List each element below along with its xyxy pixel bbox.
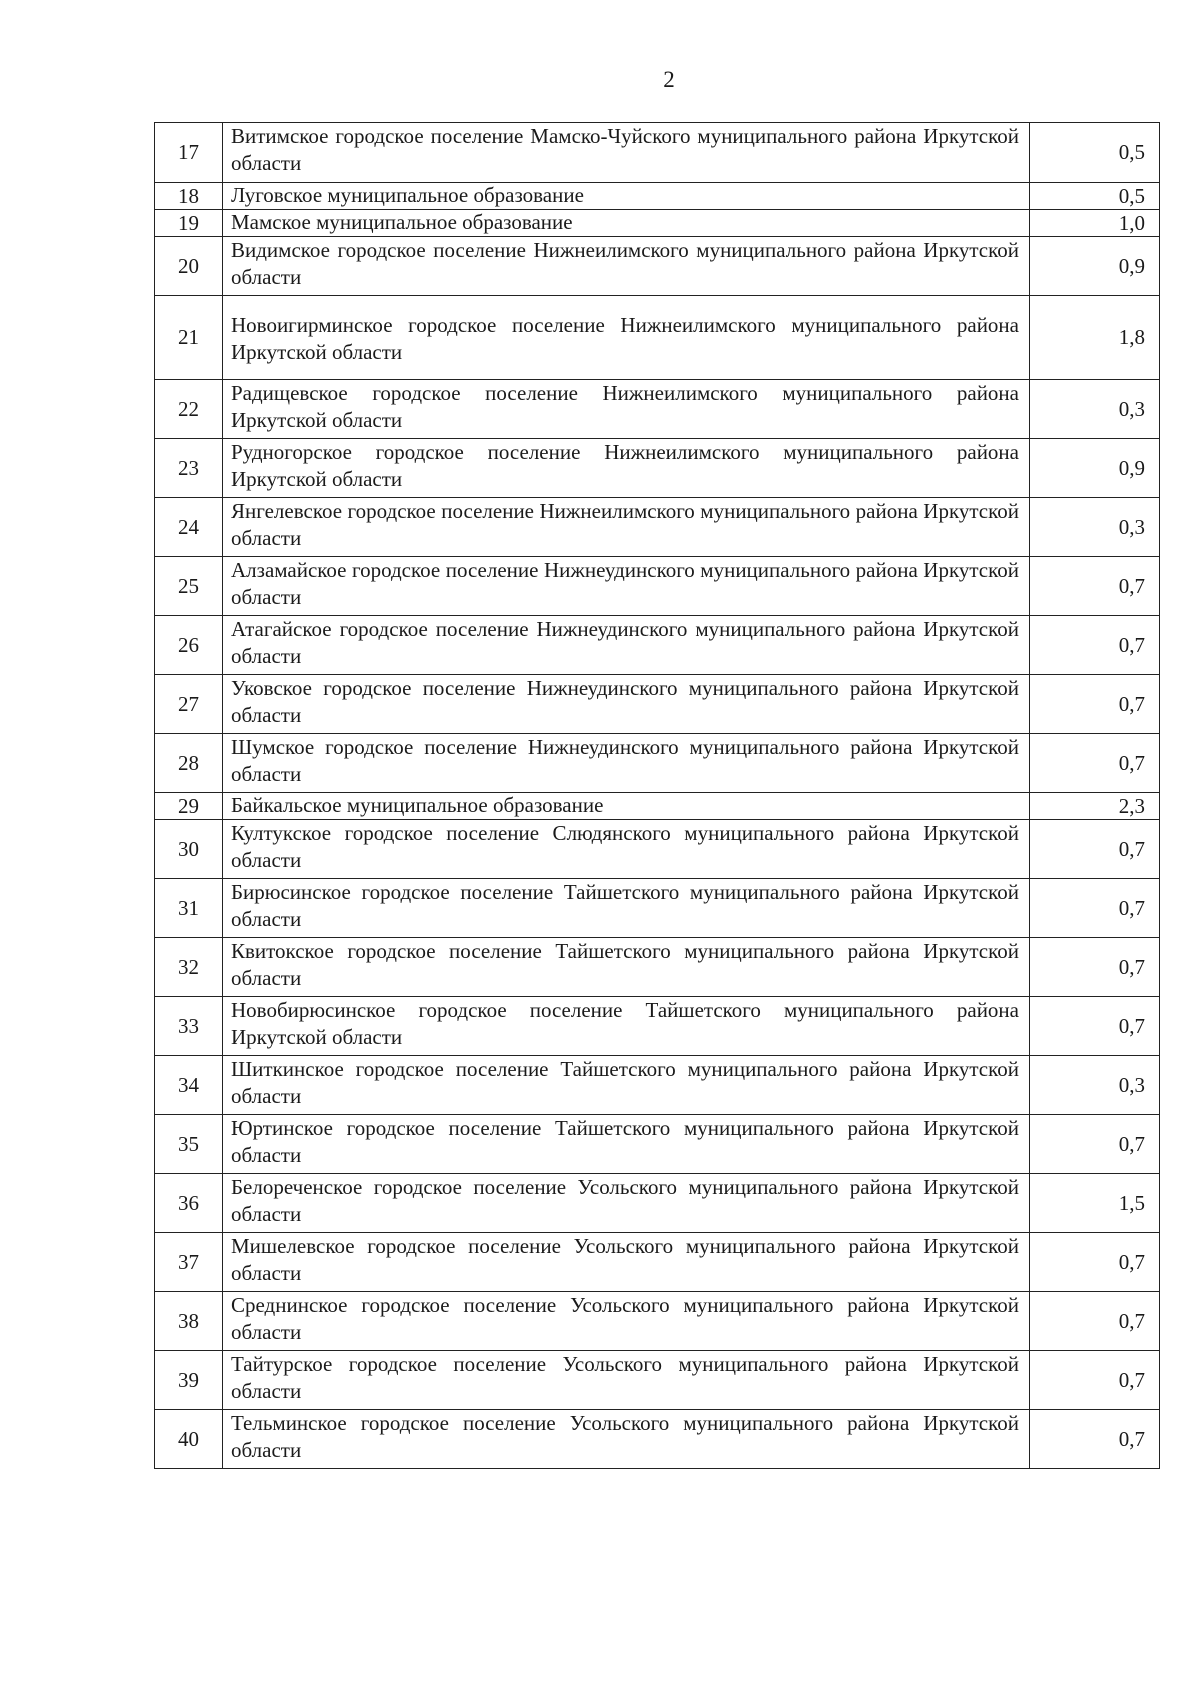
row-value: 2,3 (1030, 793, 1160, 820)
table-row (155, 439, 1160, 498)
row-number: 17 (155, 123, 223, 183)
row-value: 0,7 (1030, 675, 1160, 734)
municipality-name-cell (223, 734, 1030, 793)
table-row (155, 879, 1160, 938)
table-row (155, 557, 1160, 616)
table-row (155, 1056, 1160, 1115)
municipality-name-cell (223, 997, 1030, 1056)
municipality-name: Алзамайское городское поселение Нижнеудинского муниципального района Иркутской области (231, 558, 1019, 609)
row-value: 0,9 (1030, 439, 1160, 498)
municipality-name-cell (223, 123, 1030, 183)
municipality-name: Култукское городское поселение Слюдянского муниципального района Иркутской области (231, 821, 1019, 872)
row-number: 31 (155, 879, 223, 938)
municipality-name: Новоигирминское городское поселение Нижнеилимского муниципального района Иркутской области (231, 313, 1019, 364)
row-number: 26 (155, 616, 223, 675)
row-number: 23 (155, 439, 223, 498)
row-value: 0,7 (1030, 557, 1160, 616)
municipality-name-cell (223, 616, 1030, 675)
municipality-name-cell (223, 1410, 1030, 1469)
row-value: 0,7 (1030, 820, 1160, 879)
table-row (155, 734, 1160, 793)
row-number: 34 (155, 1056, 223, 1115)
row-number: 40 (155, 1410, 223, 1469)
table-row (155, 498, 1160, 557)
municipality-name: Тельминское городское поселение Усольского муниципального района Иркутской области (231, 1411, 1019, 1462)
row-value: 1,5 (1030, 1174, 1160, 1233)
table-row (155, 1292, 1160, 1351)
municipality-name: Шумское городское поселение Нижнеудинского муниципального района Иркутской области (231, 735, 1019, 786)
municipality-name-cell (223, 210, 1030, 237)
table-row (155, 1410, 1160, 1469)
row-value: 0,5 (1030, 123, 1160, 183)
table-row (155, 616, 1160, 675)
municipality-name: Бирюсинское городское поселение Тайшетского муниципального района Иркутской области (231, 880, 1019, 931)
municipality-name-cell (223, 820, 1030, 879)
row-number: 38 (155, 1292, 223, 1351)
row-value: 0,7 (1030, 1351, 1160, 1410)
municipality-name-cell (223, 1351, 1030, 1410)
row-number: 35 (155, 1115, 223, 1174)
row-number: 37 (155, 1233, 223, 1292)
row-number: 21 (155, 296, 223, 380)
municipality-name-cell (223, 793, 1030, 820)
municipality-name-cell (223, 1056, 1030, 1115)
row-number: 33 (155, 997, 223, 1056)
row-number: 20 (155, 237, 223, 296)
table-row (155, 820, 1160, 879)
table-row (155, 938, 1160, 997)
municipality-name: Тайтурское городское поселение Усольского муниципального района Иркутской области (231, 1352, 1019, 1403)
row-value: 0,5 (1030, 183, 1160, 210)
table-row (155, 997, 1160, 1056)
table-row (155, 1174, 1160, 1233)
row-number: 22 (155, 380, 223, 439)
table-row (155, 1115, 1160, 1174)
municipality-name: Шиткинское городское поселение Тайшетского муниципального района Иркутской области (231, 1057, 1019, 1108)
municipality-name: Видимское городское поселение Нижнеилимского муниципального района Иркутской области (231, 238, 1019, 289)
municipality-name-cell (223, 557, 1030, 616)
municipality-name-cell (223, 380, 1030, 439)
municipality-name-cell (223, 296, 1030, 380)
row-value: 0,7 (1030, 616, 1160, 675)
municipality-name: Радищевское городское поселение Нижнеилимского муниципального района Иркутской области (231, 381, 1019, 432)
table-row (155, 296, 1160, 380)
row-value: 0,3 (1030, 1056, 1160, 1115)
row-number: 27 (155, 675, 223, 734)
row-value: 0,9 (1030, 237, 1160, 296)
row-value: 0,7 (1030, 734, 1160, 793)
municipality-name-cell (223, 879, 1030, 938)
table-body (155, 123, 1160, 1469)
row-number: 24 (155, 498, 223, 557)
table-row (155, 1351, 1160, 1410)
municipality-name-cell (223, 675, 1030, 734)
row-value: 0,3 (1030, 498, 1160, 557)
municipality-name-cell (223, 498, 1030, 557)
municipality-name: Рудногорское городское поселение Нижнеилимского муниципального района Иркутской области (231, 440, 1019, 491)
municipality-name: Белореченское городское поселение Усольского муниципального района Иркутской области (231, 1175, 1019, 1226)
municipality-name-cell (223, 1292, 1030, 1351)
row-value: 0,7 (1030, 997, 1160, 1056)
row-number: 30 (155, 820, 223, 879)
row-value: 0,7 (1030, 1233, 1160, 1292)
row-value: 0,3 (1030, 380, 1160, 439)
table-row (155, 123, 1160, 183)
municipalities-table (154, 122, 1160, 1469)
table-row (155, 675, 1160, 734)
municipality-name-cell (223, 439, 1030, 498)
municipality-name: Уковское городское поселение Нижнеудинского муниципального района Иркутской области (231, 676, 1019, 727)
municipality-name: Янгелевское городское поселение Нижнеилимского муниципального района Иркутской области (231, 499, 1019, 550)
row-value: 0,7 (1030, 1292, 1160, 1351)
row-number: 25 (155, 557, 223, 616)
row-number: 39 (155, 1351, 223, 1410)
municipality-name-cell (223, 237, 1030, 296)
row-number: 32 (155, 938, 223, 997)
municipality-name: Квитокское городское поселение Тайшетского муниципального района Иркутской области (231, 939, 1019, 990)
municipality-name-cell (223, 938, 1030, 997)
municipality-name: Витимское городское поселение Мамско-Чуйского муниципального района Иркутской области (231, 124, 1019, 175)
row-value: 0,7 (1030, 938, 1160, 997)
row-value: 0,7 (1030, 879, 1160, 938)
municipality-name-cell (223, 183, 1030, 210)
row-number: 19 (155, 210, 223, 237)
row-value: 0,7 (1030, 1410, 1160, 1469)
table-row (155, 183, 1160, 210)
row-value: 1,0 (1030, 210, 1160, 237)
row-value: 1,8 (1030, 296, 1160, 380)
row-number: 28 (155, 734, 223, 793)
municipality-name: Среднинское городское поселение Усольского муниципального района Иркутской области (231, 1293, 1019, 1344)
table-row (155, 237, 1160, 296)
municipality-name: Мишелевское городское поселение Усольского муниципального района Иркутской области (231, 1234, 1019, 1285)
municipality-name-cell (223, 1233, 1030, 1292)
table-row (155, 380, 1160, 439)
municipality-name: Луговское муниципальное образование (231, 183, 584, 207)
municipality-name: Атагайское городское поселение Нижнеудинского муниципального района Иркутской области (231, 617, 1019, 668)
table-row (155, 1233, 1160, 1292)
row-number: 18 (155, 183, 223, 210)
row-number: 29 (155, 793, 223, 820)
row-value: 0,7 (1030, 1115, 1160, 1174)
municipality-name-cell (223, 1115, 1030, 1174)
municipality-name: Байкальское муниципальное образование (231, 793, 604, 817)
municipality-name: Юртинское городское поселение Тайшетского муниципального района Иркутской области (231, 1116, 1019, 1167)
municipality-name-cell (223, 1174, 1030, 1233)
page-number: 2 (663, 67, 675, 92)
municipality-name: Мамское муниципальное образование (231, 210, 573, 234)
table-row (155, 793, 1160, 820)
municipality-name: Новобирюсинское городское поселение Тайшетского муниципального района Иркутской области (231, 998, 1019, 1049)
row-number: 36 (155, 1174, 223, 1233)
table-row (155, 210, 1160, 237)
